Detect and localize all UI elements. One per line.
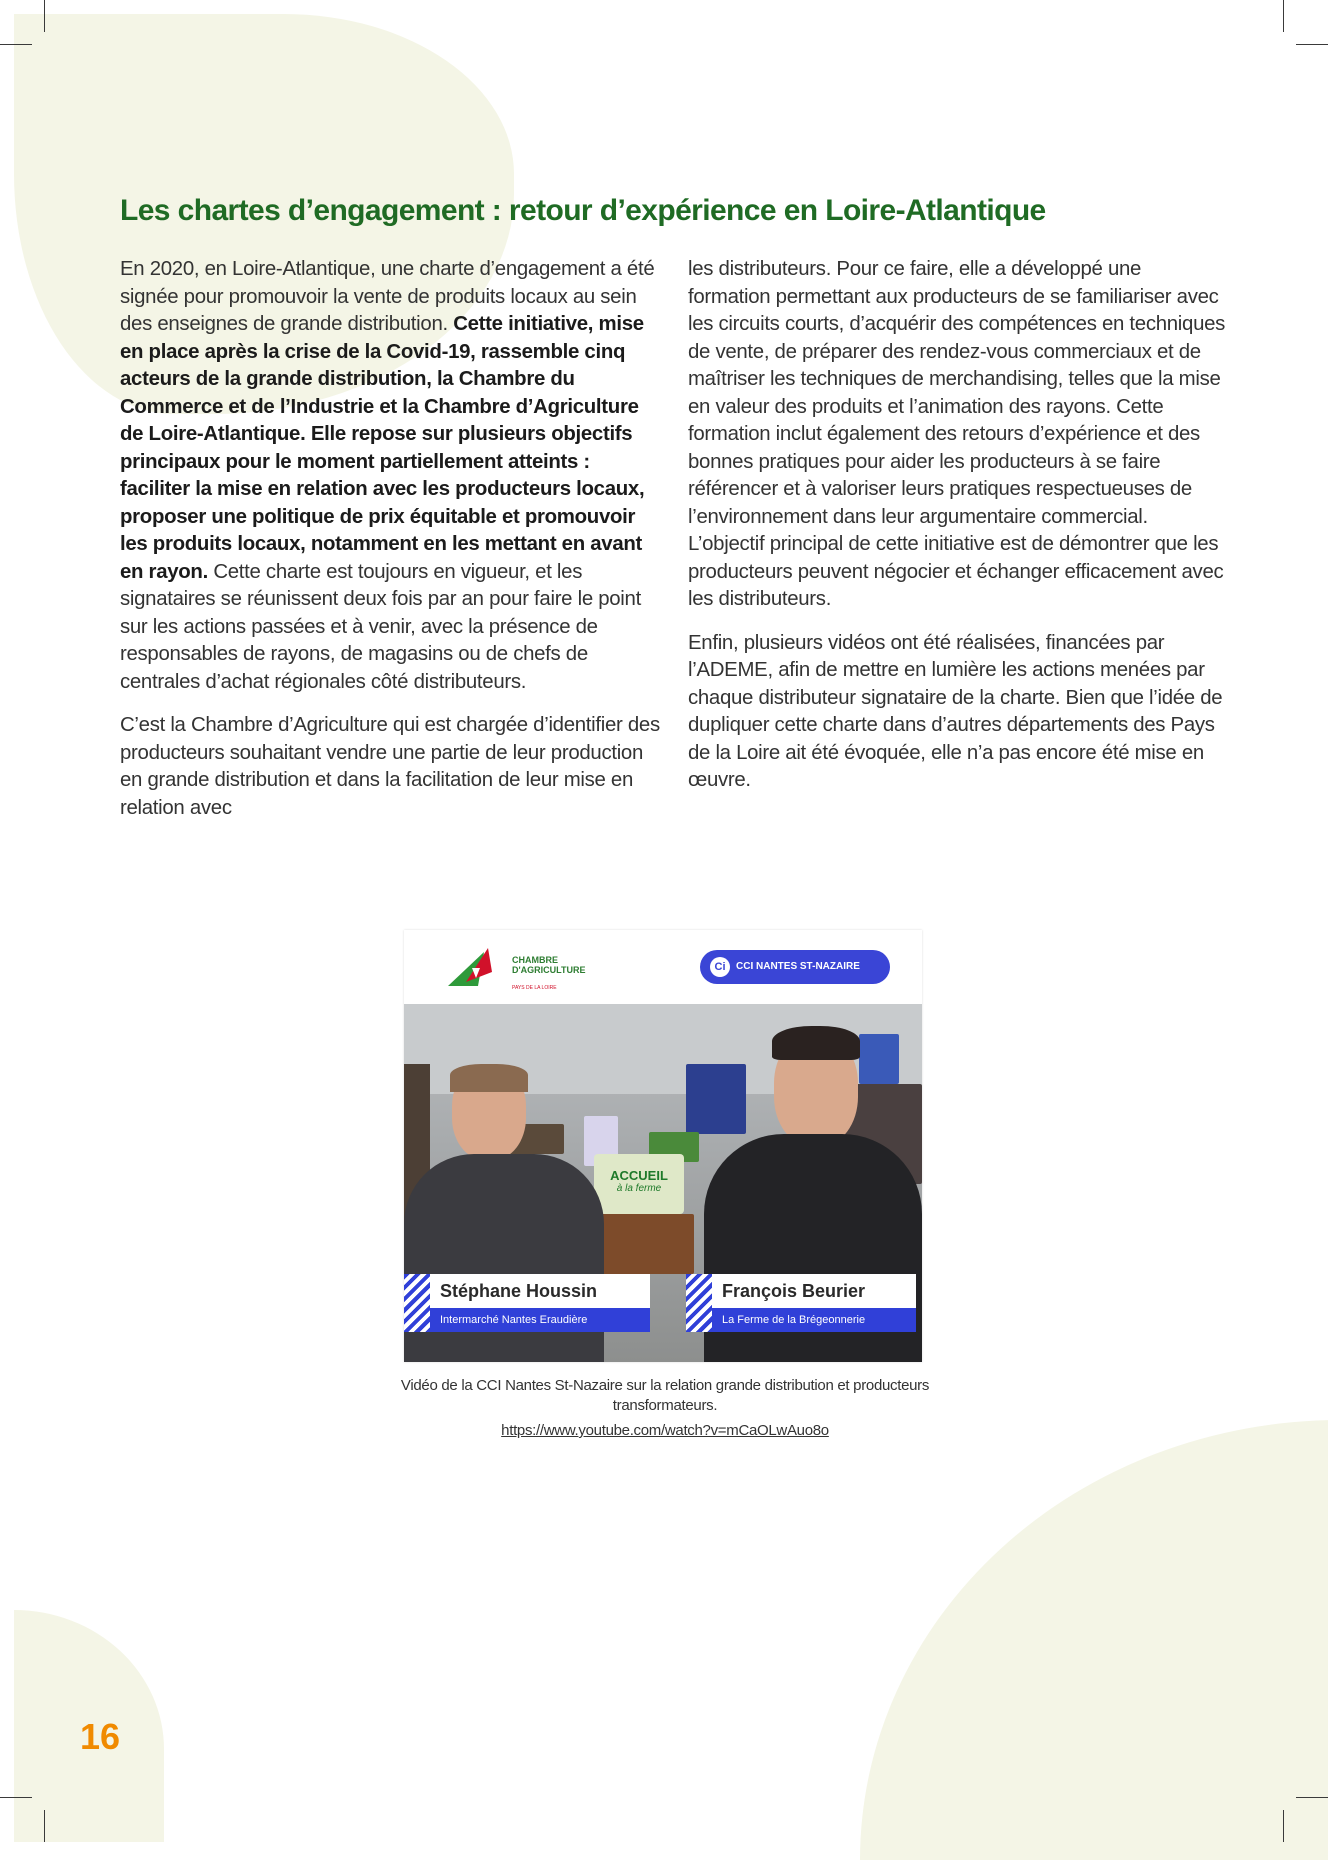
cci-icon: Ci bbox=[710, 957, 730, 977]
shop-sign-text: à la ferme bbox=[616, 1183, 662, 1194]
paragraph-bold-text: Cette initiative, mise en place après la crise de la Covid-19, rassemble cinq acteurs de la grande distribution, la Chambre du Commerce et de l’Industrie et la Chambre d’Agriculture de Loire-Atlantique. Elle repose sur plusieurs objectifs principaux pour le moment partiellement atteints : faciliter la mise en relation avec les producteurs locaux, proposer une politique de prix équitable et promouvoir les produits locaux, notamment en les mettant en avant en rayon. bbox=[120, 313, 645, 583]
shop-sign bbox=[594, 1154, 684, 1214]
paragraph: Enfin, plusieurs vidéos ont été réalisées, financées par l’ADEME, afin de mettre en lumière les actions menées par chaque distributeur signataire de la charte. Bien que l’idée de dupliquer cette charte dans d’autres départements des Pays de la Loire ait été évoquée, elle n’a pas encore été mise en œuvre. bbox=[688, 631, 1223, 791]
chambre-agriculture-name bbox=[512, 956, 585, 975]
cci-logo-badge bbox=[700, 950, 890, 984]
video-caption: Vidéo de la CCI Nantes St-Nazaire sur la relation grande distribution et producteurs transformateurs. bbox=[400, 1377, 930, 1414]
page-number: 16 bbox=[80, 1716, 121, 1757]
video-frame bbox=[404, 1004, 922, 1362]
crop-mark bbox=[44, 0, 45, 32]
crop-mark bbox=[0, 44, 32, 45]
person2-role: La Ferme de la Brégeonnerie bbox=[712, 1308, 916, 1332]
person-hair bbox=[772, 1026, 860, 1060]
paragraph bbox=[120, 256, 660, 696]
video-header bbox=[404, 930, 922, 1004]
crop-mark bbox=[1296, 1797, 1328, 1798]
person-hair bbox=[450, 1064, 528, 1092]
text-column-right bbox=[688, 256, 1228, 811]
crop-mark bbox=[44, 1810, 45, 1842]
chambre-agriculture-logo bbox=[444, 942, 624, 994]
paragraph: C’est la Chambre d’Agriculture qui est chargée d’identifier des producteurs souhaitant vendre une partie de leur production en grande distribution et dans la facilitation de leur mise en relation avec bbox=[120, 714, 660, 819]
logo-text: CHAMBRE bbox=[512, 955, 558, 965]
person1-role: Intermarché Nantes Eraudière bbox=[430, 1308, 650, 1332]
cci-name: CCI NANTES ST-NAZAIRE bbox=[736, 961, 860, 972]
product-display bbox=[686, 1064, 746, 1134]
crop-mark bbox=[1283, 1810, 1284, 1842]
paragraph-text: En 2020, en Loire-Atlantique, une charte d’engagement a été signée pour promouvoir la vente de produits locaux au sein des enseignes de grande distribution. bbox=[120, 258, 655, 335]
logo-text: D'AGRICULTURE bbox=[512, 964, 586, 975]
paragraph-text: Cette charte est toujours en vigueur, et les signataires se réunissent deux fois par an pour faire le point sur les actions passées et à venir, avec la présence de responsables de rayons, de magasins ou de chefs de centrales d’achat régionales côté distributeurs. bbox=[120, 560, 641, 693]
nameplate-stripes bbox=[404, 1274, 430, 1332]
shop-sign-text: ACCUEIL bbox=[610, 1168, 668, 1183]
chambre-agriculture-icon bbox=[444, 942, 504, 994]
crop-mark bbox=[1283, 0, 1284, 32]
video-link[interactable]: https://www.youtube.com/watch?v=mCaOLwAuo8o bbox=[501, 1422, 829, 1439]
person1-name: Stéphane Houssin bbox=[430, 1274, 650, 1308]
video-thumbnail[interactable] bbox=[404, 930, 922, 1362]
paragraph: les distributeurs. Pour ce faire, elle a développé une formation permettant aux producteurs de se familiariser avec les circuits courts, d’acquérir des compétences en techniques de vente, de préparer des rendez-vous commerciaux et de maîtriser les techniques de merchandising, telles que la mise en valeur des produits et l’animation des rayons. Cette formation inclut également des retours d’expérience et des bonnes pratiques pour aider les producteurs à se faire référencer et à valoriser leurs pratiques respectueuses de l’environnement dans leur argumentaire commercial. L’objectif principal de cette initiative est de démontrer que les producteurs peuvent négocier et échanger efficacement avec les distributeurs. bbox=[688, 258, 1226, 610]
decorative-blob-bottom-right bbox=[860, 1420, 1328, 1860]
section-heading: Les chartes d’engagement : retour d’expérience en Loire-Atlantique bbox=[120, 194, 1046, 227]
person2-name: François Beurier bbox=[712, 1274, 916, 1308]
crop-mark bbox=[1296, 44, 1328, 45]
nameplate-stripes bbox=[686, 1274, 712, 1332]
text-column-left bbox=[120, 256, 660, 838]
crop-mark bbox=[0, 1797, 32, 1798]
logo-subtext: PAYS DE LA LOIRE bbox=[512, 985, 557, 991]
